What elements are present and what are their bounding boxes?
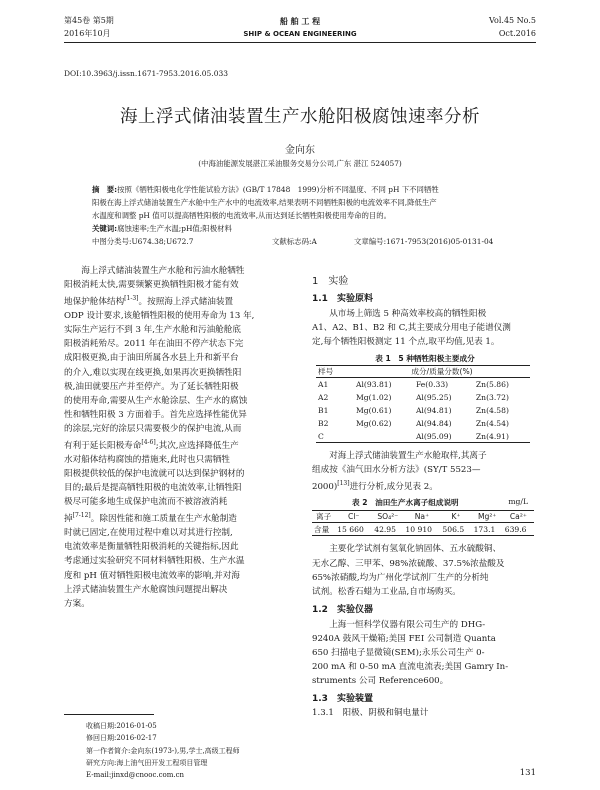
text-line: ODP 设计要求,该舱牺牲阳极的使用寿命为 13 年, [64, 311, 255, 322]
text-line: 上海一恒科学仪器有限公司生产的 DHG- [329, 619, 486, 630]
citation: [13] [337, 480, 350, 488]
table-cell: Al(95.25) [415, 392, 452, 402]
table-row [316, 378, 530, 391]
citation: [4-6] [141, 438, 156, 446]
table2-header: Ca²⁺ [509, 512, 527, 522]
text-line: 阳极提供较低的保护电流就可以达到保护钢材的 [64, 469, 245, 480]
table-cell: A1 [318, 380, 329, 390]
author-affiliation: (中海油能源发展湛江采油服务交易分公司,广东 湛江 524057) [198, 159, 402, 168]
author-email: E-mail:jinxd@cnooc.com.cn [86, 771, 185, 780]
header-date-cn: 2016年10月 [64, 29, 111, 38]
text-line: 有利于延长阳极寿命[4-6];其次,应选择降低生产 [64, 438, 239, 451]
text-line: 组成按《油气田水分析方法》(SY/T 5523— [312, 465, 481, 476]
table-row [312, 523, 534, 536]
table1 [316, 365, 530, 443]
text-line: 阳极消耗殆尽。2011 年在油田不停产状态下完 [64, 339, 244, 350]
citation: [7-12] [72, 512, 91, 520]
document-code: 文献标志码:A [272, 237, 317, 246]
table-cell: 639.6 [504, 524, 527, 534]
table-cell: 含量 [314, 524, 330, 534]
header-journal-en: SHIP & OCEAN ENGINEERING [243, 30, 357, 38]
text-line: A1、A2、B1、B2 和 C,其主要成分用电子能谱仪测 [312, 323, 511, 334]
table-cell: Zn(4.54) [475, 418, 509, 428]
keywords: 腐蚀速率;生产水温;pH值;阳极材料 [117, 224, 232, 233]
reagents-text [312, 542, 538, 598]
table-cell: Al(93.81) [356, 380, 392, 390]
table-cell: Zn(5.86) [475, 380, 509, 390]
abstract-line: 按照《牺牲阳极电化学性能试验方法》(GB/T 17848 1999)分析不同温度、不同 pH 下不同牺牲 [117, 185, 439, 194]
table1-header: 样号 [318, 367, 334, 377]
header-volume-cn: 第45卷 第5期 [64, 16, 114, 25]
text-line: 定,每个牺牲阳极测定 11 个点,取平均值,见表 1。 [312, 337, 500, 348]
table-row [316, 417, 530, 430]
right-column [312, 270, 538, 720]
text-line: 2000)[13]进行分析,成分见表 2。 [312, 480, 438, 493]
materials-text [312, 307, 538, 349]
doi: DOI:10.3963/j.issn.1671-7953.2016.05.033 [64, 69, 229, 78]
text-line: 650 扫描电子显微镜(SEM);永乐公司生产 0- [312, 647, 485, 658]
keywords-label: 关键词: [92, 224, 118, 233]
article-number: 文章编号:1671-7953(2016)05-0131-04 [354, 237, 494, 246]
text-line: 地保护舱体结构[1-3]。按照海上浮式储油装置 [64, 295, 234, 308]
research-area: 研究方向:海上油气田开发工程项目管理 [86, 758, 208, 767]
subsubsection-heading: 1.3.1 阳极、阴极和铜电量计 [312, 708, 429, 719]
table-cell: Al(94.84) [415, 418, 452, 428]
table-cell: Mg(0.62) [356, 418, 392, 428]
text-line: 目的;最后是提高牺牲阳极的电流效率,让牺牲阳 [64, 483, 242, 494]
table-cell: Zn(4.58) [475, 405, 509, 415]
table-cell: Mg(1.02) [356, 392, 392, 402]
table-cell: B2 [318, 418, 329, 428]
section-heading: 1 实验 [312, 276, 349, 287]
subsection-heading: 1.3 实验装置 [312, 694, 373, 705]
subsection-heading: 1.1 实验原料 [312, 294, 373, 304]
intro-text [64, 264, 294, 611]
text-line: 试剂。松香石蜡为工业品,自市场购买。 [312, 586, 461, 597]
header-date-en: Oct.2016 [498, 29, 536, 38]
table-row [316, 404, 530, 417]
table2-header: 离子 [316, 512, 332, 522]
text-line: 从市场上筛选 5 种高效率校高的牺牲阳极 [329, 309, 487, 319]
table2 [312, 510, 534, 536]
page-number: 131 [519, 768, 536, 778]
abstract-line: 阳极在海上浮式储油装置生产水舱中生产水中的电流效率,结果表明不同牺牲阳极的电流效率不同,降低生产 [92, 198, 437, 207]
text-line: 考虑通过实验研究不同材料牺牲阳极、生产水温 [64, 556, 245, 567]
author-bio: 第一作者简介:金向东(1973-),男,学士,高级工程师 [86, 746, 240, 755]
text-line: 电流效率是衡量牺牲阳极消耗的关键指标,因此 [64, 542, 239, 553]
table-cell: Fe(0.33) [415, 380, 449, 390]
subsection-heading: 1.2 实验仪器 [312, 604, 373, 615]
text-line: 对海上浮式储油装置生产水舱取样,其离子 [329, 451, 487, 462]
table-cell: A2 [318, 392, 329, 402]
text-line: 极尽可能多地生成保护电流而不被溶液消耗 [64, 497, 228, 508]
table2-title: 表 2 油田生产水离子组成说明 [352, 498, 459, 508]
received-date: 收稿日期:2016-01-05 [86, 722, 157, 730]
table2-header: K⁺ [451, 512, 461, 522]
clc-number: 中图分类号:U674.38;U672.7 [92, 237, 194, 246]
table-cell: C [318, 431, 324, 441]
table-cell: 173.1 [473, 524, 496, 534]
table-cell: Al(94.81) [415, 405, 452, 415]
author-name: 金向东 [285, 145, 315, 156]
text-line: struments 公司 Reference600。 [312, 676, 449, 687]
text-line: 掉[7-12]。除因性能和施工质量在生产水舱制造 [64, 512, 237, 525]
table-cell: 506.5 [442, 524, 465, 534]
table2-header: Na⁺ [414, 512, 430, 522]
text-line: 的使用寿命,需要从生产水舱涂层、生产水的腐蚀 [64, 395, 248, 406]
table-cell: B1 [318, 405, 329, 415]
text-line: 水对船体结构腐蚀的措施来,此时也只需牺牲 [64, 454, 231, 465]
water-sample-text [312, 449, 538, 494]
text-line: 性和牺牲阳极 3 方面着手。首先应选择性能优异 [64, 409, 247, 420]
table2-header: Cl⁻ [348, 512, 360, 522]
abstract-label: 摘 要: [92, 185, 118, 194]
abstract [92, 183, 512, 248]
text-line: 实际生产运行不到 3 年,生产水舱和污油舱舱底 [64, 325, 241, 336]
table-cell: 10 910 [405, 524, 432, 534]
table-cell: 42.95 [374, 524, 396, 534]
text-line: 的介入,难以实现在线更换,如果再次更换牺牲阳 [64, 367, 242, 378]
article-title: 海上浮式储油装置生产水舱阳极腐蚀速率分析 [120, 107, 480, 127]
table-cell: 15 660 [337, 524, 364, 534]
text-line: 阳极消耗太快,需要频繁更换牺牲阳极才能有效 [64, 280, 239, 291]
table2-header: SO₄²⁻ [377, 512, 399, 522]
abstract-line: 水温度和调整 pH 值可以提高牺牲阳极的电流效率,从而达到延长牺牲阳极使用寿命的目的。 [92, 211, 392, 220]
text-line: 无水乙醇、三甲苯、98%浓硫酸、37.5%浓盐酸及 [312, 558, 505, 569]
table-row [316, 391, 530, 404]
footnote-rule [64, 714, 154, 715]
table2-unit: mg/L [508, 497, 528, 507]
text-line: 9240A 鼓风干燥箱;美国 FEI 公司制造 Quanta [312, 633, 496, 644]
header-volume-en: Vol.45 No.5 [489, 16, 536, 25]
table-cell: Zn(4.91) [475, 431, 509, 441]
text-line: 上浮式储油装置生产水舱腐蚀问题提出解决 [64, 584, 228, 595]
text-line: 200 mA 和 0-50 mA 直流电流表;美国 Gamry In- [312, 662, 509, 673]
text-line: 方案。 [64, 598, 90, 609]
table-cell [354, 430, 414, 443]
text-line: 成阳极更换,由于油田所属各水县上升和新平台 [64, 353, 239, 364]
table-cell: Zn(3.72) [475, 392, 509, 402]
text-line: 时就已固定,在使用过程中难以对其进行控制, [64, 528, 233, 539]
revised-date: 修回日期:2016-02-17 [86, 734, 157, 743]
text-line: 的涂层,完好的涂层只需要极少的保护电流,从而 [64, 423, 242, 434]
header-journal-cn: 船 舶 工 程 [279, 16, 321, 26]
text-line: 度和 pH 值对牺牲阳极电流效率的影响,并对海 [64, 570, 240, 581]
footnote [86, 720, 296, 781]
header-rule [64, 42, 536, 43]
text-line: 海上浮式储油装置生产水舱和污油水舱牺牲 [81, 266, 245, 276]
instruments-text [312, 618, 538, 688]
citation: [1-3] [124, 295, 139, 303]
text-line: 65%浓硝酸,均为广州化学试剂厂生产的分析纯 [312, 572, 489, 583]
table2-header: Mg²⁺ [477, 512, 497, 522]
text-line: 主要化学试剂有氢氧化钠固体、五水硫酸铜、 [329, 544, 502, 555]
table-cell: Al(95.09) [415, 431, 452, 441]
table-row [316, 430, 530, 443]
table-cell: Mg(0.61) [356, 405, 392, 415]
table1-header: 成分/质量分数(%) [411, 367, 473, 377]
table1-title: 表 1 5 种牺牲阳极主要成分 [375, 354, 475, 364]
text-line: 极,油田就要压产并至停产。为了延长牺牲阳极 [64, 381, 239, 392]
